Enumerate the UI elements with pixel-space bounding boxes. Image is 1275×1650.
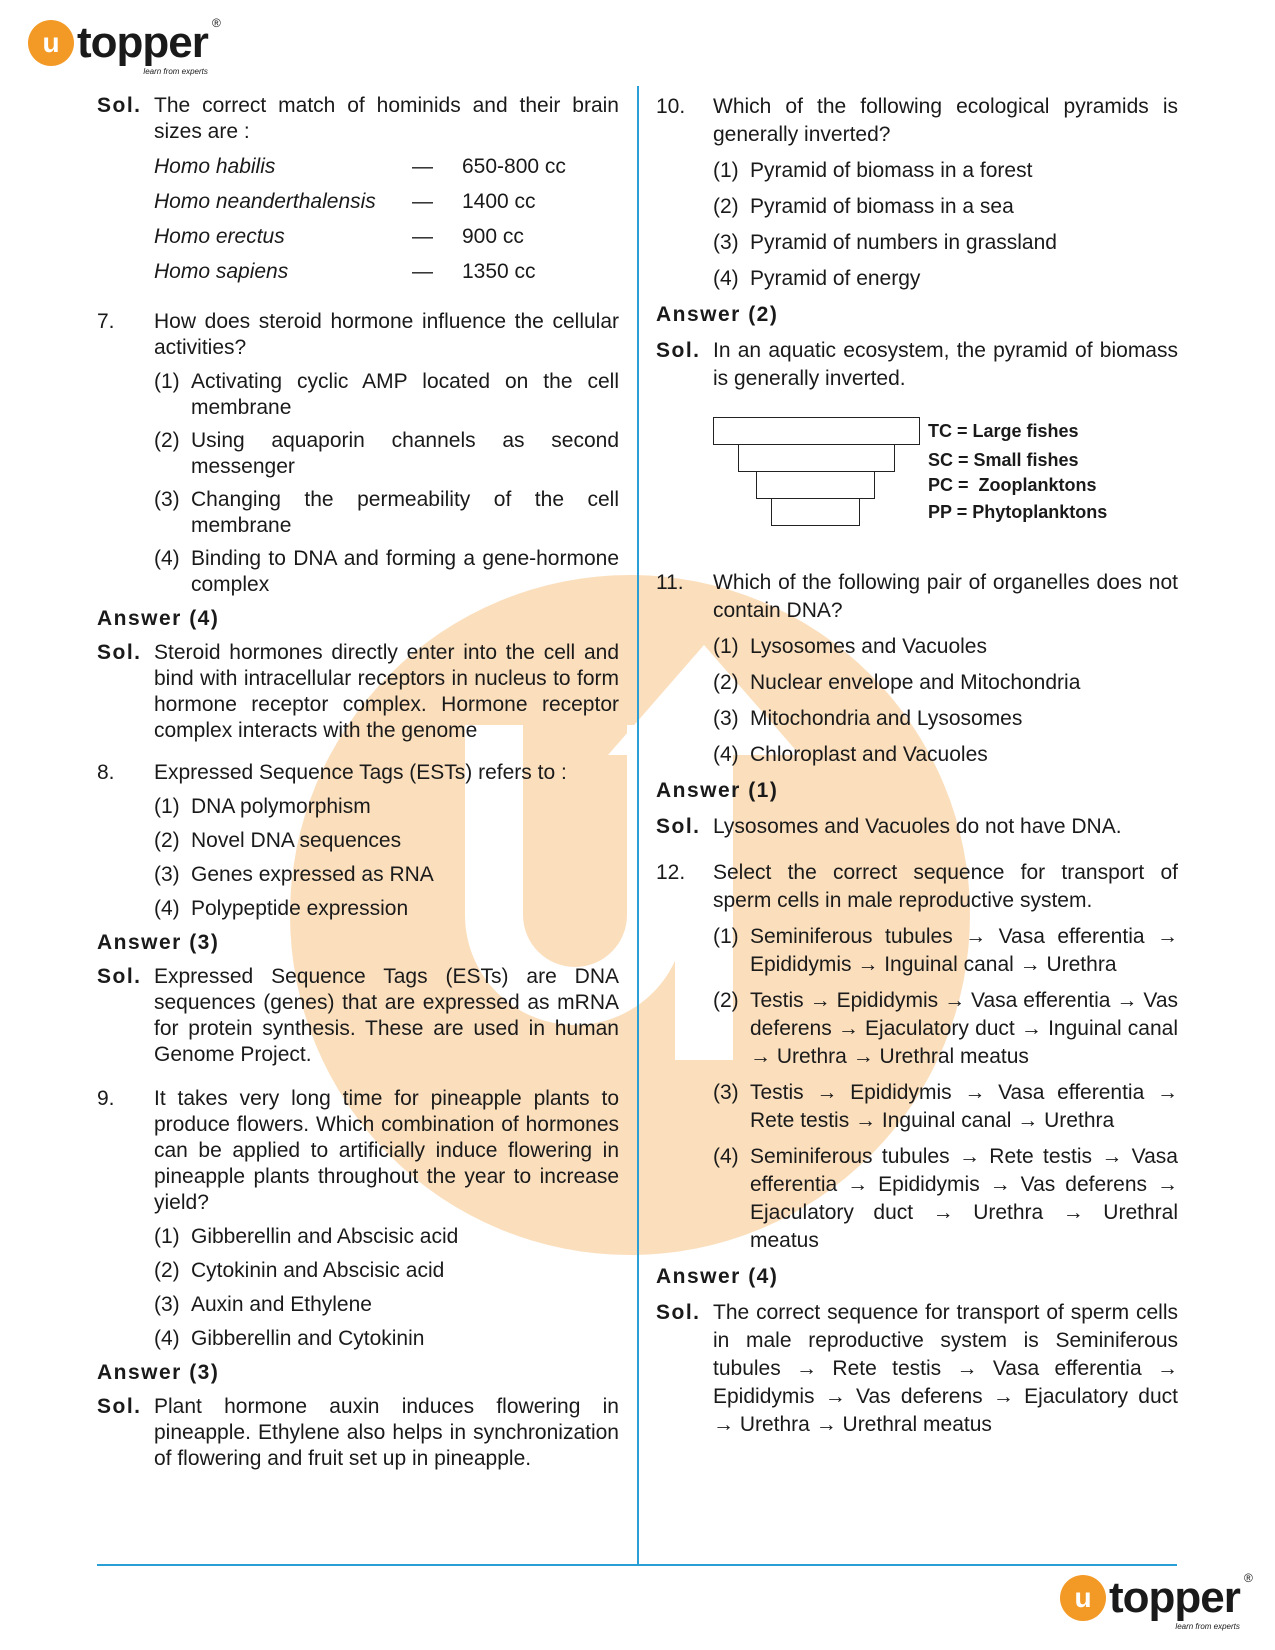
question-number: 10.: [656, 95, 686, 118]
brand-logo-top: [28, 16, 220, 76]
question-number: 11.: [656, 571, 684, 594]
hominid-row: [154, 219, 619, 254]
hominid-brain-size: 1350 cc: [462, 259, 536, 283]
solution: [656, 1299, 1178, 1439]
option-text: Binding to DNA and forming a gene-hormone complex: [191, 547, 619, 596]
question-7: [97, 309, 619, 361]
answer-label: Answer (2): [656, 303, 779, 326]
sol-label: Sol.: [97, 965, 142, 988]
hominid-dash: —: [412, 189, 433, 213]
hominid-name: Homo neanderthalensis: [154, 189, 376, 213]
option-number: (2): [713, 989, 739, 1012]
logo-tagline: learn from experts: [1175, 1622, 1240, 1631]
hominid-brain-size: 650-800 cc: [462, 154, 566, 178]
answer-label: Answer (1): [656, 779, 779, 802]
option-number: (1): [154, 370, 180, 393]
option-number: (3): [154, 863, 180, 886]
option: [713, 741, 1178, 769]
option: [154, 1258, 619, 1284]
option-number: (1): [713, 159, 739, 182]
right-column: [656, 93, 1178, 1439]
option-number: (4): [154, 1327, 180, 1350]
option-number: (4): [713, 1145, 739, 1168]
logo-wordmark: [77, 16, 220, 76]
option-text: Changing the permeability of the cell membrane: [191, 488, 619, 537]
logo-registered: ®: [212, 16, 220, 30]
option-text: Pyramid of biomass in a forest: [750, 159, 1033, 182]
pyramid-label: SC = Small fishes: [928, 450, 1079, 470]
option-number: (2): [713, 195, 739, 218]
hominid-row: [154, 254, 619, 289]
option-text: Novel DNA sequences: [191, 829, 402, 852]
question-text: It takes very long time for pineapple plants to produce flowers. Which combination of hormones can be applied to artificially induce flowering in pineapple plants throughout the year to increase yield?: [154, 1087, 619, 1214]
option: [154, 1326, 619, 1352]
question-10: [656, 93, 1178, 149]
option: [713, 669, 1178, 697]
option-number: (4): [154, 897, 180, 920]
hominid-name: Homo habilis: [154, 154, 276, 178]
hominid-row: [154, 149, 619, 184]
option-text: Using aquaporin channels as second messenger: [191, 429, 619, 478]
hominid-brain-size: 1400 cc: [462, 189, 536, 213]
option: [154, 896, 619, 922]
sol-text: The correct sequence for transport of sperm cells in male reproductive system is Seminiferous tubules → Rete testis → Vasa efferentia → Epididymis → Vas deferens → Ejaculatory duct → Urethra → Urethral meatus: [713, 1301, 1178, 1436]
question-8: [97, 760, 619, 786]
sol6: [97, 93, 619, 145]
bottom-rule: [97, 1564, 1177, 1566]
question-text: How does steroid hormone influence the cellular activities?: [154, 310, 619, 359]
hominid-name: Homo erectus: [154, 224, 285, 248]
option: [154, 1224, 619, 1250]
option: [713, 265, 1178, 293]
option-number: (1): [713, 635, 739, 658]
option: [154, 794, 619, 820]
option: [713, 987, 1178, 1071]
option-number: (1): [713, 925, 739, 948]
logo-registered: ®: [1244, 1571, 1252, 1585]
option-number: (2): [713, 671, 739, 694]
option: [713, 633, 1178, 661]
hominid-dash: —: [412, 154, 433, 178]
option-number: (4): [713, 743, 739, 766]
question-12: [656, 859, 1178, 915]
question-number: 9.: [97, 1087, 115, 1110]
option-number: (1): [154, 1225, 180, 1248]
option: [713, 1143, 1178, 1255]
option: [154, 862, 619, 888]
hominid-row: [154, 184, 619, 219]
option: [713, 1079, 1178, 1135]
option-number: (4): [713, 267, 739, 290]
option-text: Nuclear envelope and Mitochondria: [750, 671, 1081, 694]
sol-label: Sol.: [97, 1395, 142, 1418]
pyramid-tier-tc: [713, 417, 920, 445]
option: [154, 546, 619, 598]
pyramid-tier-sc: [738, 444, 895, 472]
column-divider: [637, 86, 639, 1566]
answer-label: Answer (3): [97, 931, 220, 954]
answer-label: Answer (4): [656, 1265, 779, 1288]
sol-label: Sol.: [656, 1301, 701, 1324]
sol-label: Sol.: [97, 641, 142, 664]
sol-text: In an aquatic ecosystem, the pyramid of biomass is generally inverted.: [713, 339, 1178, 390]
solution: [97, 640, 619, 744]
option: [713, 705, 1178, 733]
option: [154, 1292, 619, 1318]
hominid-dash: —: [412, 224, 433, 248]
option-number: (3): [154, 1293, 180, 1316]
option-text: Pyramid of biomass in a sea: [750, 195, 1014, 218]
option-text: Seminiferous tubules → Rete testis → Vasa efferentia → Epididymis → Vas deferens → Ejaculatory duct → Urethra → Urethral meatus: [750, 1145, 1178, 1252]
option-text: Cytokinin and Abscisic acid: [191, 1259, 445, 1282]
pyramid-label: PC = Zooplanktons: [928, 475, 1097, 495]
pyramid-label: TC = Large fishes: [928, 421, 1079, 441]
hominid-name: Homo sapiens: [154, 259, 289, 283]
solution: [656, 813, 1178, 841]
option: [713, 923, 1178, 979]
option-number: (4): [154, 547, 180, 570]
left-column: [97, 93, 619, 1472]
hominid-table: [154, 149, 619, 289]
option-text: Genes expressed as RNA: [191, 863, 434, 886]
question-text: Which of the following ecological pyramids is generally inverted?: [713, 95, 1178, 146]
brand-logo-bottom: [1060, 1571, 1252, 1631]
question-number: 12.: [656, 861, 686, 884]
sol-label: Sol.: [656, 815, 701, 838]
pyramid-tier-pc: [756, 471, 875, 499]
answer-label: Answer (4): [97, 607, 220, 630]
option-text: Activating cyclic AMP located on the cell membrane: [191, 370, 619, 419]
option-text: Seminiferous tubules → Vasa efferentia → Epididymis → Inguinal canal → Urethra: [750, 925, 1178, 976]
option: [154, 828, 619, 854]
hominid-brain-size: 900 cc: [462, 224, 524, 248]
sol-label: Sol.: [656, 339, 701, 362]
logo-tagline: learn from experts: [143, 67, 208, 76]
question-number: 7.: [97, 310, 115, 333]
question-text: Which of the following pair of organelles does not contain DNA?: [713, 571, 1178, 622]
question-11: [656, 569, 1178, 625]
pyramid-label: PP = Phytoplanktons: [928, 502, 1108, 522]
option-number: (3): [713, 231, 739, 254]
option: [713, 157, 1178, 185]
question-text: Expressed Sequence Tags (ESTs) refers to :: [154, 761, 567, 784]
logo-wordmark: [1109, 1571, 1252, 1631]
option-text: Lysosomes and Vacuoles: [750, 635, 987, 658]
sol-text: Steroid hormones directly enter into the cell and bind with intracellular receptors in nucleus to form hormone receptor complex. Hormone receptor complex interacts with the genome: [154, 641, 619, 742]
biomass-pyramid-diagram: [656, 407, 1178, 547]
sol-text: Plant hormone auxin induces flowering in pineapple. Ethylene also helps in synchronization of flowering and fruit set up in pineapple.: [154, 1395, 619, 1470]
option-text: Gibberellin and Cytokinin: [191, 1327, 425, 1350]
logo-u-icon: u: [1060, 1575, 1106, 1621]
option-text: Polypeptide expression: [191, 897, 409, 920]
question-text: Select the correct sequence for transport of sperm cells in male reproductive system.: [713, 861, 1178, 912]
option-text: Gibberellin and Abscisic acid: [191, 1225, 459, 1248]
sol-label: Sol.: [97, 94, 142, 117]
sol-text: Expressed Sequence Tags (ESTs) are DNA sequences (genes) that are expressed as mRNA for protein synthesis. These are used in human Genome Project.: [154, 965, 619, 1066]
pyramid-tier-pp: [771, 498, 860, 526]
hominid-dash: —: [412, 259, 433, 283]
logo-name: topper: [1109, 1573, 1240, 1622]
solution: [656, 337, 1178, 393]
option-number: (2): [154, 429, 180, 452]
logo-u-icon: u: [28, 20, 74, 66]
logo-name: topper: [77, 18, 208, 67]
sol-text: Lysosomes and Vacuoles do not have DNA.: [713, 815, 1122, 838]
option: [713, 193, 1178, 221]
option-text: Auxin and Ethylene: [191, 1293, 372, 1316]
option: [154, 428, 619, 480]
solution: [97, 964, 619, 1068]
option-text: Pyramid of energy: [750, 267, 921, 290]
option-text: Mitochondria and Lysosomes: [750, 707, 1023, 730]
solution: [97, 1394, 619, 1472]
option-number: (2): [154, 829, 180, 852]
question-9: [97, 1086, 619, 1216]
option-number: (3): [154, 488, 180, 511]
option: [154, 487, 619, 539]
option-text: DNA polymorphism: [191, 795, 371, 818]
question-number: 8.: [97, 761, 115, 784]
option-text: Testis → Epididymis → Vasa efferentia → Vas deferens → Ejaculatory duct → Inguinal canal → Urethra → Urethral meatus: [750, 989, 1178, 1068]
option: [154, 369, 619, 421]
option-number: (3): [713, 1081, 739, 1104]
option-number: (3): [713, 707, 739, 730]
answer-label: Answer (3): [97, 1361, 220, 1384]
option-text: Testis → Epididymis → Vasa efferentia → Rete testis → Inguinal canal → Urethra: [750, 1081, 1178, 1132]
option-text: Pyramid of numbers in grassland: [750, 231, 1057, 254]
option: [713, 229, 1178, 257]
sol-text: The correct match of hominids and their brain sizes are :: [154, 94, 619, 143]
option-text: Chloroplast and Vacuoles: [750, 743, 988, 766]
option-number: (1): [154, 795, 180, 818]
option-number: (2): [154, 1259, 180, 1282]
